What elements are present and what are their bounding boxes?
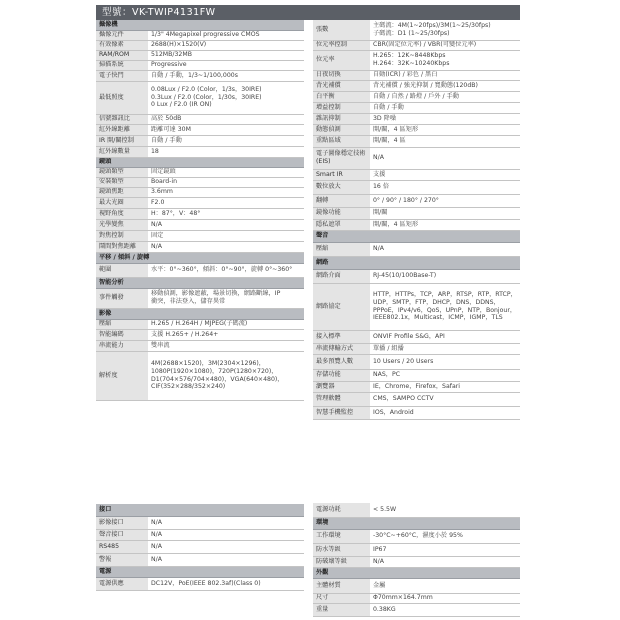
spec-row	[313, 169, 520, 180]
section-title: 環境	[313, 517, 520, 529]
spec-label: 警報	[96, 553, 148, 566]
section-header	[96, 20, 304, 30]
spec-row	[313, 20, 520, 40]
spec-row	[313, 543, 520, 556]
spec-value	[148, 288, 304, 308]
section-header	[96, 566, 304, 577]
spec-label: 聲音接口	[96, 529, 148, 540]
spec-table-right-top	[313, 20, 520, 420]
spec-value-line: Board-in	[151, 178, 178, 186]
spec-value-line: Progressive	[151, 61, 187, 69]
spec-value-line: RJ-45(10/100Base-T)	[373, 272, 437, 280]
spec-row	[313, 242, 520, 256]
spec-row	[313, 529, 520, 543]
spec-row	[96, 540, 304, 553]
spec-row	[96, 351, 304, 400]
spec-value	[370, 135, 520, 147]
model-title-bar	[96, 5, 520, 20]
spec-row	[96, 319, 304, 329]
spec-label: 安裝類型	[96, 177, 148, 187]
spec-value	[370, 194, 520, 207]
spec-value-line: 移動偵測，影像遮蔽，場景切換，網路斷線，IP	[151, 290, 281, 298]
spec-label: 瀏覽器	[313, 381, 370, 392]
spec-label: 存儲功能	[313, 369, 370, 381]
spec-label: 尺寸	[313, 593, 370, 603]
spec-table-left-top	[96, 20, 304, 401]
spec-row	[96, 177, 304, 187]
spec-row	[96, 60, 304, 70]
spec-value-line: IOS，Android	[373, 408, 414, 416]
spec-label: 最多預覽人數	[313, 354, 370, 369]
spec-label: 壓縮	[313, 242, 370, 256]
spec-label: 光學變焦	[96, 219, 148, 230]
spec-label: Smart IR	[313, 169, 370, 180]
spec-value	[370, 543, 520, 556]
spec-label: 白平衡	[313, 91, 370, 102]
spec-value-line: 開/關，4 區矩形	[373, 125, 419, 133]
spec-value-line: CIF(352×288/352×240)	[151, 383, 226, 391]
spec-value-line: 自動 / 手動	[151, 136, 182, 144]
spec-value-line: 0.3Lux / F2.0 (Color，1/30s，30IRE)	[151, 93, 262, 101]
spec-value-line: N/A	[151, 530, 162, 538]
section-header	[313, 517, 520, 529]
spec-value-line: H.265 / H.264H / MJPEG(子碼流)	[151, 320, 248, 328]
spec-label: 日夜切換	[313, 70, 370, 80]
spec-row	[96, 124, 304, 135]
spec-value	[370, 343, 520, 354]
spec-row	[96, 167, 304, 177]
spec-value-line: N/A	[151, 220, 162, 228]
spec-value-line: 3.6mm	[151, 188, 173, 196]
spec-row	[96, 553, 304, 566]
spec-value	[148, 177, 304, 187]
spec-label: 電源功耗	[313, 503, 370, 517]
spec-label: 工作環境	[313, 529, 370, 543]
spec-row	[313, 593, 520, 603]
section-header	[96, 308, 304, 319]
spec-value	[148, 114, 304, 124]
spec-value-line: N/A	[151, 555, 162, 563]
spec-row	[96, 50, 304, 60]
spec-value-line: 10 Users / 20 Users	[373, 357, 434, 365]
spec-value	[148, 516, 304, 529]
spec-value-line: IEEE802.1x，Multicast，ICMP，IGMP，TLS	[373, 314, 503, 322]
spec-label: 最大光圈	[96, 197, 148, 208]
spec-value-line: 4M(2688×1520)，3M(2304×1296)，	[151, 360, 265, 367]
spec-label: 張數	[313, 20, 370, 40]
spec-row	[96, 135, 304, 146]
section-header	[313, 256, 520, 269]
spec-value-line: N/A	[151, 542, 162, 550]
section-header	[313, 567, 520, 578]
spec-value	[148, 40, 304, 50]
spec-value	[370, 269, 520, 283]
spec-label: 智慧手機監控	[313, 406, 370, 419]
spec-value	[370, 102, 520, 113]
spec-value	[148, 187, 304, 197]
spec-row	[313, 406, 520, 419]
spec-value-line: 自動 / 手動，1/3~1/100,000s	[151, 71, 238, 79]
spec-row	[96, 340, 304, 351]
section-title: 聲音	[313, 230, 520, 242]
spec-row	[313, 343, 520, 354]
spec-value	[148, 81, 304, 114]
spec-value-line: 開/關，4 區矩形	[373, 220, 419, 228]
spec-value-line: 衝突，非法登入，儲存異常	[151, 298, 226, 305]
spec-value-line: N/A	[151, 242, 162, 250]
spec-value	[370, 283, 520, 330]
spec-label: 重點區域	[313, 135, 370, 147]
spec-label: 電源供應	[96, 577, 148, 590]
spec-value-line: HTTP，HTTPs，TCP，ARP，RTSP，RTP，RTCP，	[373, 291, 517, 298]
section-header	[313, 230, 520, 242]
spec-value	[370, 207, 520, 219]
spec-value-line: D1(704×576/704×480)，VGA(640×480)，	[151, 375, 284, 383]
spec-value	[370, 40, 520, 50]
spec-row	[96, 230, 304, 241]
spec-value-line: 固定鏡頭	[151, 168, 176, 176]
spec-row	[96, 288, 304, 308]
spec-row	[313, 330, 520, 343]
spec-value-line: 3D 降噪	[373, 114, 397, 122]
spec-label: 鏡頭焦距	[96, 187, 148, 197]
spec-row	[313, 369, 520, 381]
section-title: 接口	[96, 504, 304, 516]
spec-value-line: < 5.5W	[373, 505, 397, 513]
spec-value	[370, 147, 520, 169]
spec-label: 重量	[313, 603, 370, 616]
spec-row	[96, 219, 304, 230]
spec-value	[148, 197, 304, 208]
spec-value	[370, 369, 520, 381]
spec-value-line: N/A	[373, 245, 384, 253]
spec-value-line: N/A	[373, 557, 384, 565]
spec-row	[313, 147, 520, 169]
section-title: 鏡頭	[96, 157, 304, 167]
spec-row	[313, 180, 520, 194]
section-header	[96, 157, 304, 167]
spec-value	[148, 340, 304, 351]
spec-value-line: IP67	[373, 545, 387, 553]
spec-value-line: 雙串流	[151, 341, 170, 349]
spec-value	[148, 70, 304, 81]
spec-label: 掃描系統	[96, 60, 148, 70]
spec-label: 防破壞等級	[313, 556, 370, 567]
spec-value-line: 18	[151, 147, 159, 155]
spec-row	[313, 269, 520, 283]
section-title: 網路	[313, 256, 520, 269]
spec-value	[370, 124, 520, 135]
spec-value	[148, 167, 304, 177]
spec-label: 智能編碼	[96, 329, 148, 340]
spec-row	[313, 556, 520, 567]
spec-label: 鏡頭類型	[96, 167, 148, 177]
spec-label: RS485	[96, 540, 148, 553]
spec-value-line: -30°C~+60°C，濕度小於 95%	[373, 532, 463, 540]
spec-value	[370, 503, 520, 517]
spec-label: 壓縮	[96, 319, 148, 329]
spec-row	[313, 392, 520, 406]
spec-label: 雜訊抑制	[313, 113, 370, 124]
spec-value-line: UDP，SMTP，FTP，DHCP，DNS，DDNS，	[373, 298, 500, 306]
section-title: 平移 / 傾斜 / 旋轉	[96, 252, 304, 263]
spec-value-line: 開/關，4 區	[373, 137, 406, 145]
spec-row	[313, 381, 520, 392]
spec-row	[96, 81, 304, 114]
section-title: 攝像機	[96, 20, 304, 30]
spec-value-line: 水平：0°~360°，傾斜：0°~90°，旋轉 0°~360°	[151, 266, 293, 274]
spec-label: 電子快門	[96, 70, 148, 81]
spec-row	[96, 208, 304, 219]
spec-value	[148, 540, 304, 553]
spec-row	[313, 113, 520, 124]
spec-value	[370, 20, 520, 40]
spec-label: 鏡像功能	[313, 207, 370, 219]
spec-row	[96, 197, 304, 208]
spec-value-line: 0.38KG	[373, 605, 396, 613]
spec-row	[313, 102, 520, 113]
spec-row	[313, 80, 520, 91]
spec-row	[96, 187, 304, 197]
spec-row	[313, 578, 520, 593]
spec-row	[313, 194, 520, 207]
spec-label: 位元率	[313, 50, 370, 70]
spec-row	[313, 207, 520, 219]
spec-value	[370, 80, 520, 91]
spec-value-line: 距離可達 30M	[151, 125, 191, 133]
spec-value-line: 固定	[151, 231, 164, 239]
spec-value-line: CBR(固定位元率) / VBR(可變位元率)	[373, 41, 477, 49]
spec-label: 最低照度	[96, 81, 148, 114]
spec-label: 位元率控制	[313, 40, 370, 50]
spec-value	[370, 180, 520, 194]
section-header	[96, 277, 304, 288]
spec-value-line: 高於 50dB	[151, 115, 182, 123]
spec-value-line: F2.0	[151, 198, 165, 206]
spec-label: 管理軟體	[313, 392, 370, 406]
spec-row	[96, 241, 304, 252]
spec-label: 範圍	[96, 263, 148, 277]
spec-value-line: H.265：12K~8448Kbps	[373, 52, 446, 60]
spec-value	[148, 146, 304, 157]
spec-label: 影像接口	[96, 516, 148, 529]
spec-value	[370, 578, 520, 593]
spec-value	[370, 70, 520, 80]
spec-label: 攝像元件	[96, 30, 148, 40]
spec-value	[148, 60, 304, 70]
spec-value-line: 背光補償 / 強光抑制 / 寬動態(120dB)	[373, 81, 478, 89]
spec-label: 有效像素	[96, 40, 148, 50]
spec-value-line: Φ70mm×164.7mm	[373, 594, 433, 602]
spec-label: 背光補償	[313, 80, 370, 91]
spec-value	[370, 354, 520, 369]
section-title: 外觀	[313, 567, 520, 578]
spec-value	[370, 529, 520, 543]
spec-value	[370, 219, 520, 230]
spec-value	[370, 169, 520, 180]
spec-value	[370, 113, 520, 124]
spec-value-line: 自動 / 手動	[373, 103, 404, 111]
spec-label: 紅外線距離	[96, 124, 148, 135]
spec-row	[96, 329, 304, 340]
spec-value	[148, 577, 304, 590]
spec-value	[148, 351, 304, 400]
section-header	[96, 504, 304, 516]
spec-row	[313, 124, 520, 135]
spec-value-line: 金屬	[373, 581, 386, 589]
spec-label: 串流傳輸方式	[313, 343, 370, 354]
section-title: 智能分析	[96, 277, 304, 288]
model-title: 型號：VK-TWIP4131FW	[102, 7, 216, 18]
spec-label: 串流能力	[96, 340, 148, 351]
spec-row	[96, 529, 304, 540]
spec-row	[313, 40, 520, 50]
spec-row	[313, 503, 520, 517]
spec-value-line: NAS，PC	[373, 371, 401, 379]
spec-label: 視野角度	[96, 208, 148, 219]
spec-label: 防水等級	[313, 543, 370, 556]
spec-row	[96, 30, 304, 40]
spec-value-line: N/A	[373, 154, 384, 162]
spec-label: 事件觸發	[96, 288, 148, 308]
spec-value-line: 16 倍	[373, 183, 390, 191]
spec-row	[96, 114, 304, 124]
spec-value	[370, 330, 520, 343]
spec-label: RAM/ROM	[96, 50, 148, 60]
section-header	[96, 252, 304, 263]
spec-label: 網路介面	[313, 269, 370, 283]
spec-value	[148, 50, 304, 60]
spec-value	[148, 263, 304, 277]
spec-value-line: 單播 / 組播	[373, 344, 404, 352]
spec-value	[148, 124, 304, 135]
spec-value-line: 自動 / 自然 / 路燈 / 戶外 / 手動	[373, 92, 459, 100]
spec-value-line: 開/關	[373, 209, 388, 217]
spec-row	[313, 91, 520, 102]
spec-row	[313, 219, 520, 230]
spec-label: 翻轉	[313, 194, 370, 207]
spec-row	[96, 70, 304, 81]
spec-row	[313, 50, 520, 70]
spec-value-line: 自動(ICR) / 彩色 / 黑白	[373, 71, 438, 79]
spec-value-line: DC12V，PoE(IEEE 802.3af)(Class 0)	[151, 579, 261, 587]
spec-value	[370, 50, 520, 70]
spec-value-line: H.264：32K~10240Kbps	[373, 60, 450, 67]
spec-value	[370, 91, 520, 102]
spec-label: 電子圖像穩定技術(EIS)	[313, 147, 370, 169]
spec-label: 紅外線數量	[96, 146, 148, 157]
spec-row	[313, 354, 520, 369]
spec-row	[96, 263, 304, 277]
spec-value	[370, 381, 520, 392]
spec-value-line: 1/3" 4Megapixel progressive CMOS	[151, 31, 260, 39]
section-title: 電源	[96, 566, 304, 577]
spec-table-left-bottom	[96, 504, 304, 591]
spec-value	[148, 230, 304, 241]
spec-value	[370, 593, 520, 603]
spec-row	[96, 146, 304, 157]
spec-label: 鬧間對焦距離	[96, 241, 148, 252]
spec-label: 動態偵測	[313, 124, 370, 135]
spec-row	[313, 283, 520, 330]
spec-label: IR 開/關控制	[96, 135, 148, 146]
spec-value-line: IE，Chrome，Firefox，Safari	[373, 382, 460, 390]
spec-label: 增益控制	[313, 102, 370, 113]
spec-value-line: 512MB/32MB	[151, 51, 192, 59]
spec-row	[96, 577, 304, 590]
spec-label: 網路協定	[313, 283, 370, 330]
spec-value	[148, 30, 304, 40]
spec-label: 接入標準	[313, 330, 370, 343]
spec-row	[313, 70, 520, 80]
spec-value-line: 0 Lux / F2.0 (IR ON)	[151, 101, 212, 109]
spec-value-line: 2688(H)×1520(V)	[151, 41, 207, 49]
spec-table-right-bottom	[313, 503, 520, 617]
spec-value	[148, 329, 304, 340]
spec-label: 隱私遮罩	[313, 219, 370, 230]
spec-value	[148, 553, 304, 566]
spec-value	[370, 242, 520, 256]
section-title: 影像	[96, 308, 304, 319]
spec-row	[313, 135, 520, 147]
spec-value-line: ONVIF Profile S&G，API	[373, 332, 445, 340]
spec-label: 信號雜訊比	[96, 114, 148, 124]
spec-value-line: 主碼流：4M(1~20fps)/3M(1~25/30fps)	[373, 22, 491, 29]
spec-row	[96, 40, 304, 50]
spec-value	[370, 406, 520, 419]
spec-value	[370, 392, 520, 406]
spec-label: 解析度	[96, 351, 148, 400]
spec-value	[148, 529, 304, 540]
spec-value	[148, 219, 304, 230]
spec-label: 數位放大	[313, 180, 370, 194]
spec-row	[96, 516, 304, 529]
spec-value-line: 0° / 90° / 180° / 270°	[373, 196, 439, 204]
spec-value-line: 支援	[373, 170, 386, 178]
spec-value	[148, 319, 304, 329]
spec-value	[148, 208, 304, 219]
spec-value	[370, 603, 520, 616]
spec-value	[148, 135, 304, 146]
spec-value-line: 1080P(1920×1080)，720P(1280×720)，	[151, 367, 278, 375]
spec-value-line: CMS，SAMPO CCTV	[373, 395, 434, 403]
spec-value-line: N/A	[151, 518, 162, 526]
spec-label: 主體材質	[313, 578, 370, 593]
spec-row	[313, 603, 520, 616]
spec-label: 對焦控制	[96, 230, 148, 241]
spec-value-line: 0.08Lux / F2.0 (Color，1/3s，30IRE)	[151, 85, 262, 93]
spec-value-line: 子碼流：D1 (1~25/30fps)	[373, 29, 450, 37]
spec-value	[370, 556, 520, 567]
spec-value	[148, 241, 304, 252]
spec-value-line: PPPoE，IPv4/v6，QoS，UPnP，NTP，Bonjour，	[373, 306, 517, 314]
spec-value-line: 支援 H.265+ / H.264+	[151, 330, 219, 338]
spec-value-line: H：87°，V：48°	[151, 209, 201, 217]
